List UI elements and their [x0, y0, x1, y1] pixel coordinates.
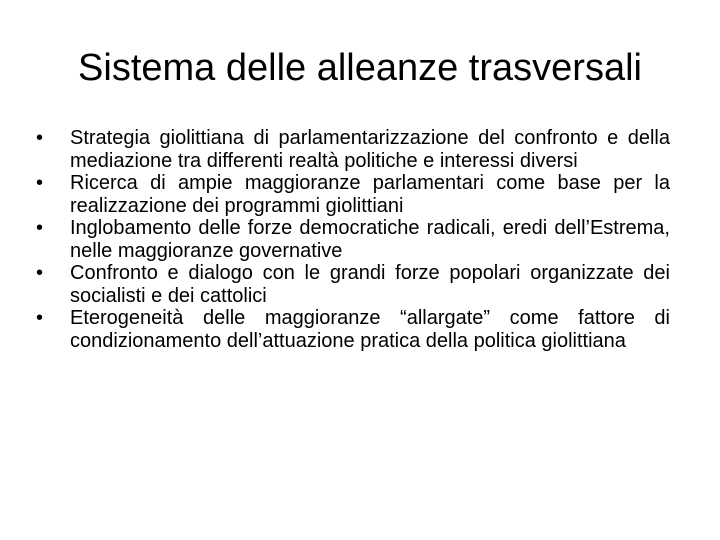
slide-title: Sistema delle alleanze trasversali [78, 47, 642, 89]
bullet-marker: • [36, 307, 44, 329]
bullet-item [30, 172, 670, 217]
bullet-item [30, 217, 670, 262]
bullet-item [30, 307, 670, 352]
bullet-list [30, 127, 670, 352]
bullet-marker: • [36, 127, 44, 149]
bullet-text: Confronto e dialogo con le grandi forze popolari organizzate dei socialisti e dei cattolici [70, 262, 670, 307]
bullet-text: Inglobamento delle forze democratiche radicali, eredi dell’Estrema, nelle maggioranze governative [70, 217, 670, 262]
bullet-marker: • [36, 172, 44, 194]
bullet-marker: • [36, 262, 44, 284]
bullet-marker: • [36, 217, 44, 239]
bullet-text: Strategia giolittiana di parlamentarizzazione del confronto e della mediazione tra differenti realtà politiche e interessi diversi [70, 127, 670, 172]
bullet-item [30, 262, 670, 307]
bullet-text: Ricerca di ampie maggioranze parlamentari come base per la realizzazione dei programmi giolittiani [70, 172, 670, 217]
bullet-text: Eterogeneità delle maggioranze “allargate” come fattore di condizionamento dell’attuazione pratica della politica giolittiana [70, 307, 670, 352]
bullet-item [30, 127, 670, 172]
